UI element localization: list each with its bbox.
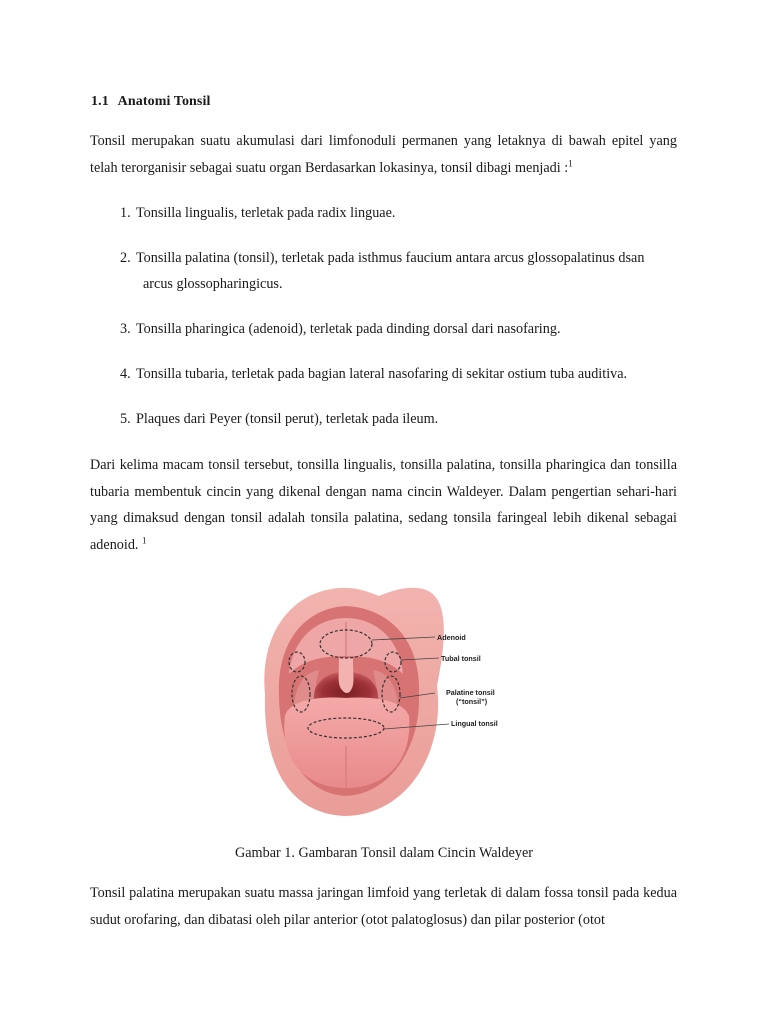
list-item-continuation: arcus glossopharingicus. bbox=[143, 276, 283, 292]
figure-caption: Gambar 1. Gambaran Tonsil dalam Cincin Waldeyer bbox=[235, 845, 533, 861]
footnote-ref: 1 bbox=[142, 534, 147, 545]
list-item bbox=[120, 406, 677, 432]
waldeyer-paragraph bbox=[90, 452, 677, 558]
list-item bbox=[120, 316, 677, 342]
palatine-paragraph: Tonsil palatina merupakan suatu massa jaringan limfoid yang terletak di dalam fossa tonsil pada kedua sudut orofaring, dan dibatasi oleh pilar anterior (otot palatoglosus) dan pilar posterior (otot bbox=[90, 885, 677, 928]
list-item-text: Plaques dari Peyer (tonsil perut), terletak pada ileum. bbox=[136, 411, 439, 427]
intro-paragraph bbox=[90, 128, 677, 181]
uvula bbox=[339, 658, 354, 693]
label-adenoid: Adenoid bbox=[437, 633, 466, 642]
label-palatine-tonsil: Palatine tonsil bbox=[446, 688, 495, 697]
list-item bbox=[120, 200, 677, 226]
section-title: Anatomi Tonsil bbox=[117, 94, 211, 109]
list-item-number: 2. bbox=[120, 250, 131, 266]
list-item-number: 1. bbox=[120, 205, 131, 221]
list-item-text: Tonsilla palatina (tonsil), terletak pada isthmus faucium antara arcus glossopalatinus dsan bbox=[136, 250, 645, 266]
list-item bbox=[120, 245, 677, 297]
label-palatine-sub: (“tonsil”) bbox=[456, 697, 488, 706]
list-item bbox=[120, 361, 677, 387]
footnote-ref: 1 bbox=[568, 157, 573, 168]
waldeyer-text: Dari kelima macam tonsil tersebut, tonsilla lingualis, tonsilla palatina, tonsilla pharingica dan tonsilla tubaria membentuk cincin yang dikenal dengan nama cincin Waldeyer. Dalam pengertian sehari-hari yang dimaksud dengan tonsil adalah tonsila palatina, sedang tonsila faringeal lebih dikenal sebagai adenoid. bbox=[90, 457, 677, 553]
intro-text: Tonsil merupakan suatu akumulasi dari limfonoduli permanen yang letaknya di bawah epitel yang telah terorganisir sebagai suatu organ Berdasarkan lokasinya, tonsil dibagi menjadi : bbox=[90, 133, 677, 176]
tonsil-figure bbox=[249, 576, 519, 824]
list-item-text: Tonsilla pharingica (adenoid), terletak pada dinding dorsal dari nasofaring. bbox=[136, 321, 561, 337]
list-item-text: Tonsilla lingualis, terletak pada radix linguae. bbox=[136, 205, 396, 221]
list-item-number: 3. bbox=[120, 321, 131, 337]
list-item-number: 5. bbox=[120, 411, 131, 427]
list-item-text: Tonsilla tubaria, terletak pada bagian lateral nasofaring di sekitar ostium tuba auditiva. bbox=[136, 366, 628, 382]
label-lingual-tonsil: Lingual tonsil bbox=[451, 719, 498, 728]
label-tubal-tonsil: Tubal tonsil bbox=[441, 654, 481, 663]
section-number: 1.1 bbox=[91, 94, 109, 109]
mouth-illustration bbox=[249, 576, 519, 824]
section-heading bbox=[91, 94, 210, 110]
list-item-number: 4. bbox=[120, 366, 131, 382]
